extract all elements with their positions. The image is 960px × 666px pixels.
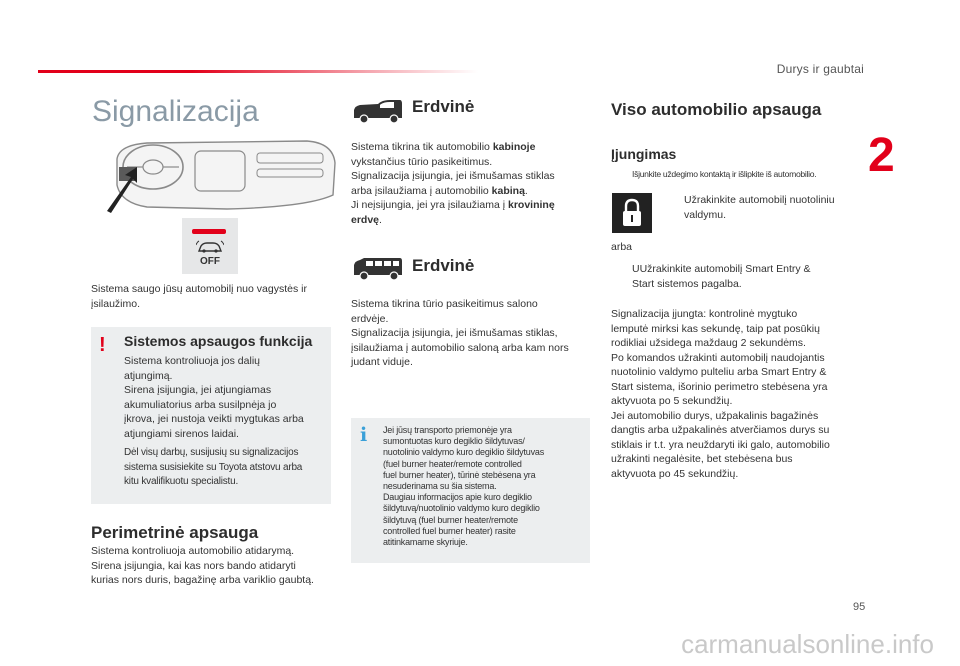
section-title: Durys ir gaubtai xyxy=(776,62,864,76)
bullet-step-2: Užrakinkite automobilį nuotoliniu valdymu. xyxy=(684,194,835,221)
bullet-step-1: Išjunkite uždegimo kontaktą ir išlipkite iš automobilio. xyxy=(632,169,817,179)
volumetric-cabin-text: Sistema tikrina tik automobilio kabinoje vykstančius tūrio pasikeitimus. Signalizacija įsijungia, jei išmušamas stiklas arba įsilaužiama į automobilio kabiną. Ji neįsijungia, jei yra įsilaužiama į krovininę erdvę. xyxy=(351,141,555,226)
volumetric-passenger-heading: Erdvinė xyxy=(412,256,475,275)
remote-lock-button xyxy=(612,193,652,233)
warning-heading: Sistemos apsaugos funkcija xyxy=(124,333,313,349)
van-passenger-icon xyxy=(352,255,404,281)
warning-icon: ! xyxy=(99,334,106,356)
car-alarm-icon xyxy=(196,240,224,254)
perimeter-text: Sistema kontroliuoja automobilio atidarymą. Sirena įsijungia, kai kas nors bando atidaryti kurias nors duris, bagažinę arba variklio gaubtą. xyxy=(91,545,314,586)
volumetric-passenger-text: Sistema tikrina tūrio pasikeitimus salono erdvėje. Signalizacija įsijungia, jei išmušamas stiklas, įsilaužiama į automobilio saloną arba kam nors judant viduje. xyxy=(351,298,569,368)
info-text: Jei jūsų transporto priemonėje yra sumontuotas kuro degiklio šildytuvas/ nuotolinio valdymo kuro degiklio šildytuvas (fuel burner heater/remote controlled fuel burner heater), tūrinė stebėsena yra nesuderinama su šia sistema. Daugiau informacijos apie kuro degiklio šildytuvą/nuotolinio valdymo kuro degiklio šildytuvą (fuel burner heater/remote controlled fuel burner heater) rasite atitinkamame skyriuje. xyxy=(383,425,544,548)
page-number: 95 xyxy=(853,601,866,613)
perimeter-heading: Perimetrinė apsauga xyxy=(91,523,259,542)
chapter-number: 2 xyxy=(868,129,895,182)
page-title: Signalizacija xyxy=(92,95,259,128)
off-label: OFF xyxy=(200,256,220,267)
warning-paragraph-1: Sistema kontroliuoja jos dalių atjungimą. Sirena įsijungia, jei atjungiamas akumuliatorius arba susilpnėja jo įkrova, jei nustoja veikti mygtukas arba atjungiami sirenos laidai. xyxy=(124,355,304,440)
indicator-lamp xyxy=(192,229,226,234)
full-protection-heading: Viso automobilio apsauga xyxy=(611,100,822,119)
bullet-step-3: UUžrakinkite automobilį Smart Entry & Start sistemos pagalba. xyxy=(632,263,811,290)
activation-paragraph: Signalizacija įjungta: kontrolinė mygtuko lemputė mirksi kas sekundę, taip pat posūkių rodikliai užsidega maždaug 2 sekundėms. Po komandos užrakinti automobilį naudojantis nuotolinio valdymo pulteliu arba Smart Entry & Start sistema, išorinio perimetro stebėsena yra aktyvuota po 5 sekundžių. Jei automobilio durys, užpakalinis bagažinės dangtis arba užpakalinės atverčiamos durys su stiklais ir t.t. yra neuždaryti iki galo, automobilio užrakinti negalėsite, bet stebėsena bus aktyvuota po 45 sekundžių. xyxy=(611,308,830,480)
alarm-intro: Sistema saugo jūsų automobilį nuo vagystės ir įsilaužimo. xyxy=(91,283,307,310)
watermark: carmanualsonline.info xyxy=(681,629,934,659)
warning-paragraph-2: Dėl visų darbų, susijusių su signalizacijos sistema susisiekite su Toyota atstovu arba kitu kvalifikuotu specialistu. xyxy=(124,447,303,487)
volumetric-cabin-heading: Erdvinė xyxy=(412,97,475,116)
or-text: arba xyxy=(611,241,633,253)
header-accent-bar xyxy=(38,70,478,73)
padlock-icon xyxy=(612,193,652,233)
alarm-off-button-illustration xyxy=(182,218,238,274)
activation-subheading: Įjungimas xyxy=(611,146,677,162)
van-cabin-icon xyxy=(352,98,404,124)
info-icon: i xyxy=(360,424,368,446)
dashboard-illustration xyxy=(107,137,339,215)
